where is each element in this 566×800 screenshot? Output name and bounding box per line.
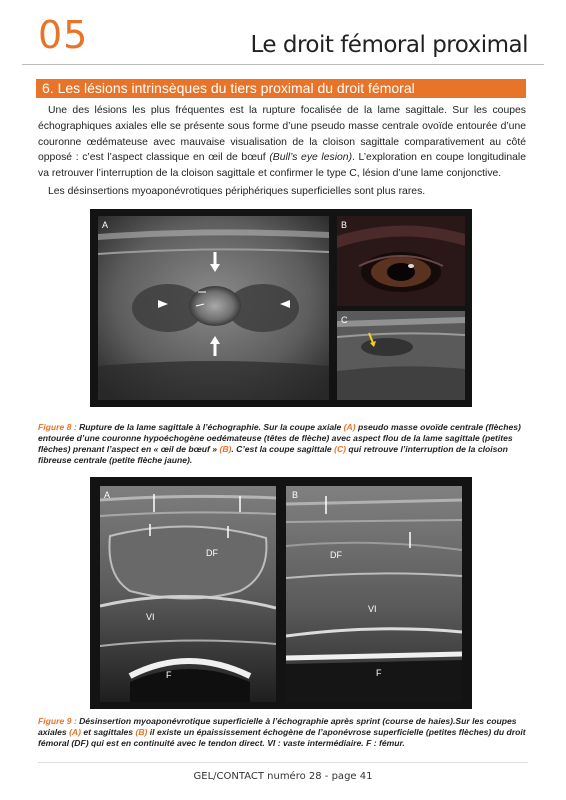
paragraph-1 — [38, 103, 526, 182]
figure-9-caption — [38, 716, 528, 749]
section-title: 6. Les lésions intrinsèques du tiers proximal du droit fémoral — [42, 80, 415, 96]
figure-8-panel-b — [337, 216, 465, 306]
figure-8-ref-b: (B) — [219, 444, 232, 454]
ultrasound-image-sagittal — [337, 311, 465, 400]
ultrasound-image-axial — [98, 216, 329, 400]
paragraph-2: Les désinsertions myoaponévrotiques périphériques superficielles sont plus rares. — [48, 186, 426, 197]
figure-9-ref-a: (A) — [69, 727, 81, 737]
figure-9-label-vi-a: VI — [146, 612, 155, 622]
figure-8-panel-a — [98, 216, 329, 400]
section-bar — [36, 79, 526, 98]
figure-8-ref-a: (A) — [343, 422, 356, 432]
figure-9-label-f-a: F — [166, 670, 172, 680]
figure-9-panel-a — [100, 486, 276, 702]
figure-9-panel-b-label: B — [292, 490, 299, 500]
chapter-title: Le droit fémoral proximal — [250, 32, 528, 58]
figure-8 — [90, 209, 472, 407]
ultrasound-image-sagittal — [286, 486, 462, 702]
figure-8-caption-part-4: qui retrouve l’interruption de la cloison fibreuse centrale (petite flèche jaune). — [38, 444, 508, 465]
figure-8-ref-c: (C) — [334, 444, 347, 454]
figure-8-caption-label: Figure 8 : — [38, 422, 77, 432]
figure-9-caption-part-3: il existe un épaississement échogène de l’aponévrose superficielle (petites flèches) du droit fémoral (DF) qui est en continuité avec le tendon direct. VI : vaste intermédiaire. F : fémur. — [38, 727, 526, 748]
eye-photo — [337, 216, 465, 306]
paragraph-1-text-a: Une des lésions les plus fréquentes est la rupture focalisée de la lame sagittale. Sur les coupes échographiques axiales elle se présente sous forme d’une pseudo masse centrale ovoïde entourée d’une couronne œdémateuse avec mauvaise visualisation de la cloison sagittale comparativement au côté opposé : c’est l’aspect classique en œil de bœuf — [38, 105, 526, 164]
chapter-number: 05 — [38, 13, 89, 57]
figure-8-panel-a-label: A — [102, 220, 109, 230]
figure-9-ref-b: (B) — [135, 727, 148, 737]
figure-9-label-vi-b: VI — [368, 604, 377, 614]
figure-9-label-df-b: DF — [330, 550, 342, 560]
figure-8-panel-c-label: C — [341, 315, 348, 325]
figure-8-caption — [38, 422, 528, 466]
page-footer: GEL/CONTACT numéro 28 - page 41 — [193, 771, 373, 782]
figure-9-label-f-b: F — [376, 668, 382, 678]
figure-9-caption-part-2: et sagittales — [81, 727, 136, 737]
figure-9-caption-label: Figure 9 : — [38, 716, 77, 726]
figure-8-panel-b-label: B — [341, 220, 348, 230]
figure-9-panel-a-label: A — [104, 490, 111, 500]
figure-9 — [90, 477, 472, 709]
figure-9-panel-b — [286, 486, 462, 702]
figure-9-label-df-a: DF — [206, 548, 218, 558]
paragraph-1-italic: (Bull’s eye lesion) — [269, 152, 353, 164]
footer-rule — [38, 762, 528, 763]
ultrasound-image-axial — [100, 486, 276, 702]
figure-8-caption-part-1: Rupture de la lame sagittale à l’échographie. Sur la coupe axiale — [76, 422, 344, 432]
figure-8-caption-part-2: pseudo masse ovoïde centrale (flèches) entourée d’une couronne hypoéchogène oedémateuse (têtes de flèche) avec aspect flou de la lame sagittale (petites flèches) prenant l’aspect en « œil de bœuf » — [38, 422, 521, 454]
figure-8-panel-c — [337, 311, 465, 400]
header-rule — [22, 64, 544, 65]
paragraph-1-text-b: . L’exploration en coupe longitudinale va retrouver l’interruption de la cloison sagittale et confirmer le type C, lésion d’une lame conjonctive. — [38, 152, 526, 180]
figure-8-caption-part-3: . C’est la coupe sagittale — [231, 444, 335, 454]
figure-9-caption-part-1: Désinsertion myoaponévrotique superficielle à l’échographie après sprint (course de haies).Sur les coupes axiales — [38, 716, 517, 737]
